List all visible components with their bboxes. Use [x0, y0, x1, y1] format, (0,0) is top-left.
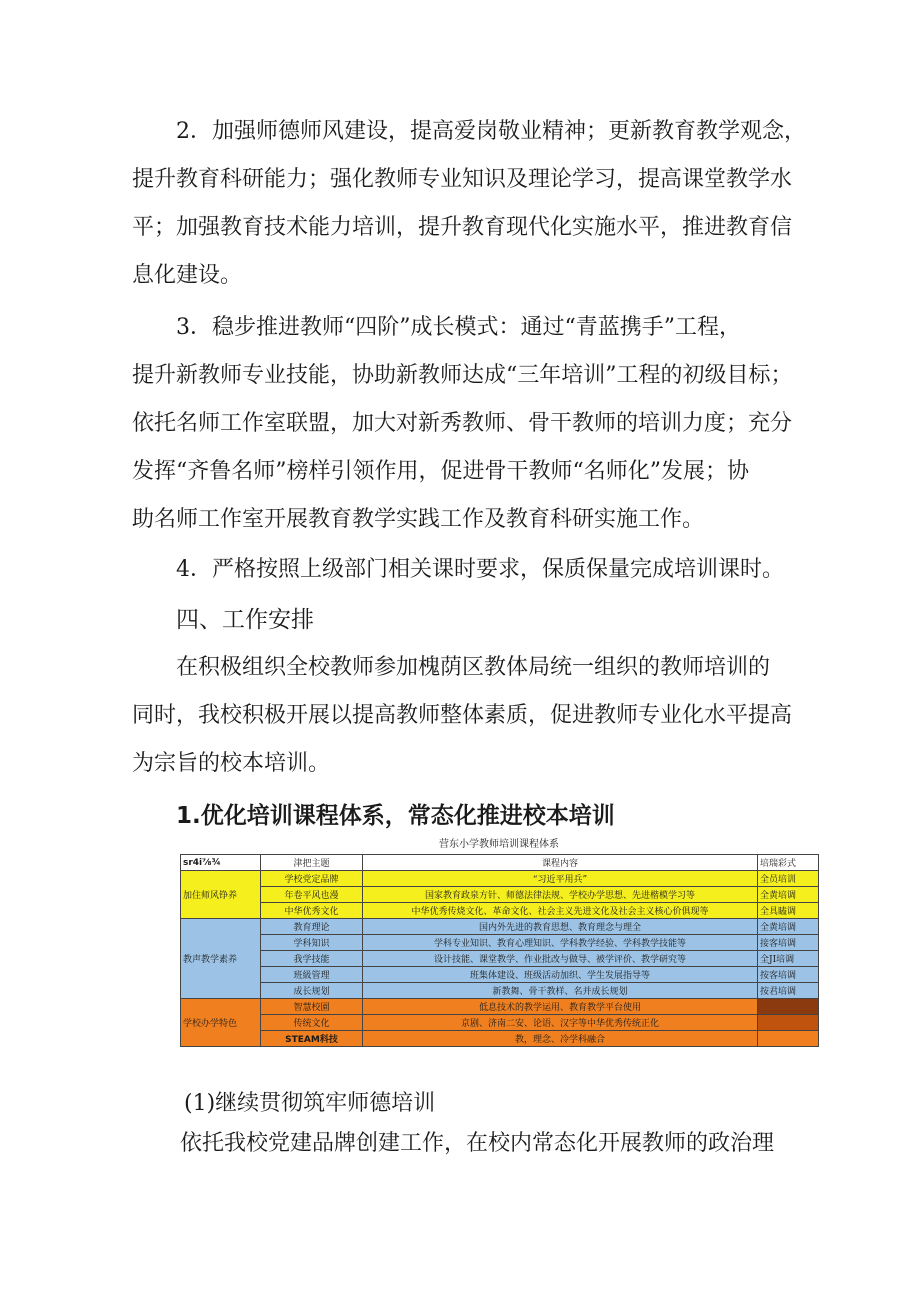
topic-cell: STEAM科技	[261, 1031, 363, 1047]
text-line: 依托我校党建品牌创建工作，在校内常态化开展教师的政治理	[180, 1131, 775, 1156]
content-cell: 设计技能、课堂教学、作业批改与做导、被学评价、教学研究等	[363, 951, 758, 967]
table-row	[181, 951, 819, 967]
table-row	[181, 999, 819, 1015]
topic-cell: 成长规划	[261, 983, 363, 999]
topic-cell: 教育理论	[261, 919, 363, 935]
topic-cell: 传统文化	[261, 1015, 363, 1031]
table-row	[181, 887, 819, 903]
text-line: 助名师工作室开展教育教学实践工作及教育科研实施工作。	[132, 507, 705, 532]
form-cell: 全员培训	[758, 871, 819, 887]
table-row	[181, 1015, 819, 1031]
form-cell: 按客培调	[758, 967, 819, 983]
text-line: 发挥“齐鲁名师”榜样引领作用，促进骨干教师“名师化”发展；协	[132, 459, 749, 484]
text-line: 平；加强教育技术能力培训，提升教育现代化实施水平，推进教育信	[132, 215, 793, 240]
content-cell: 新教舞、骨干教样、名并成长规划	[363, 983, 758, 999]
paragraph-3	[132, 304, 832, 544]
topic-cell: 我学技能	[261, 951, 363, 967]
text-line: 息化建设。	[132, 263, 243, 288]
text-line: 4．严格按照上级部门相关课时要求，保质保量完成培训课时。	[176, 557, 784, 582]
paragraph-2	[132, 108, 832, 300]
text-line: 提升教育科研能力；强化教师专业知识及理论学习，提高课堂教学水	[132, 167, 793, 192]
topic-cell: 班級管理	[261, 967, 363, 983]
header-cell: sr4i⅞¾	[181, 855, 261, 871]
content-cell: 京剧、济南二安、论语、汉字等中华优秀传统正化	[363, 1015, 758, 1031]
topic-cell: 中华优秀文化	[261, 903, 363, 919]
form-cell: 接客培调	[758, 935, 819, 951]
text-line: 3．稳步推进教师“四阶”成长模式：通过“青蓝携手”工程，	[176, 315, 741, 340]
form-cell: 全JI培调	[758, 951, 819, 967]
intro-paragraph	[132, 644, 832, 788]
content-cell: 学科专业知识、教育心理知识、学科教学经验、学科教学技能等	[363, 935, 758, 951]
table-row	[181, 919, 819, 935]
content-cell: “习近平用兵”	[363, 871, 758, 887]
content-cell: 中华优秀传烧文化、革命文化、社会主义先进文化及社会主义核心价俱现等	[363, 903, 758, 919]
topic-cell: 学校党定品牌	[261, 871, 363, 887]
table-row	[181, 983, 819, 999]
text-line: 依托名师工作室联盟，加大对新秀教师、骨干教师的培训力度；充分	[132, 411, 793, 436]
content-cell: 国家教育政泉方针、师德法律法规、学校办学思想、先进楷模学习等	[363, 887, 758, 903]
content-cell: 教，理念、冷学科融合	[363, 1031, 758, 1047]
topic-cell: 智慧校園	[261, 999, 363, 1015]
text-line: 2．加强师德师风建设，提高爱岗敬业精神；更新教育教学观念，	[176, 119, 806, 144]
subheading: 1.优化培训课程体系，常态化推进校本培训	[176, 803, 615, 829]
form-cell: 全黄培调	[758, 887, 819, 903]
content-cell: 国内外先进的教育思想、教育理念与理全	[363, 919, 758, 935]
course-table	[180, 836, 818, 1047]
text-line: 提升新教师专业技能，协助新教师达成“三年培训”工程的初级目标；	[132, 363, 793, 388]
paragraph-4	[132, 546, 832, 594]
category-cell: 学校办学特色	[181, 999, 261, 1047]
form-cell	[758, 1031, 819, 1047]
table-title: 营东小学教师培训课程体系	[439, 839, 559, 850]
text-line: 同时，我校积极开展以提高教师整体素质，促进教师专业化水平提高	[132, 703, 793, 728]
table-row	[181, 1031, 819, 1047]
section-heading: 四、工作安排	[176, 607, 314, 633]
table-header-row	[181, 855, 819, 871]
content-cell: 低息技术的教学运用、教育教学平台使用	[363, 999, 758, 1015]
form-cell: 全具瞌调	[758, 903, 819, 919]
header-cell: 课程内容	[363, 855, 758, 871]
table-row	[181, 967, 819, 983]
category-cell: 教声教学素养	[181, 919, 261, 999]
table-row	[181, 935, 819, 951]
header-cell: 培瑞彩式	[758, 855, 819, 871]
category-cell: 加住师风铮养	[181, 871, 261, 919]
table-row	[181, 871, 819, 887]
form-cell: 按君培调	[758, 983, 819, 999]
table-row	[181, 903, 819, 919]
form-cell	[758, 999, 819, 1015]
text-line: 在积极组织全校教师参加槐荫区教体局统一组织的教师培训的	[176, 655, 771, 680]
last-paragraph	[132, 1120, 832, 1168]
topic-cell: 年卷平风也漫	[261, 887, 363, 903]
form-cell: 全黄培调	[758, 919, 819, 935]
form-cell	[758, 1015, 819, 1031]
topic-cell: 学科知识	[261, 935, 363, 951]
header-cell: 津把主题	[261, 855, 363, 871]
text-line: (1)继续贯彻筑牢师德培训	[184, 1091, 436, 1116]
text-line: 为宗旨的校本培训。	[132, 751, 331, 776]
content-cell: 班集体建设、班级活动加织、学生发展指导等	[363, 967, 758, 983]
